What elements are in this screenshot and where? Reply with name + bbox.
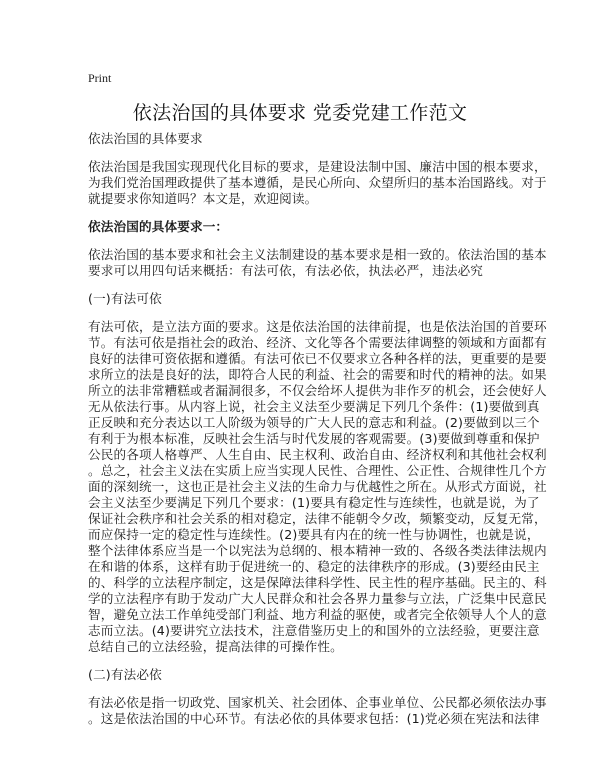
document-body: [88, 131, 547, 739]
part2-heading: [88, 667, 518, 683]
paragraph-line: 良好的法律可资依据和遵循。有法可依已不仅要求立各种各样的法，更重要的是要: [88, 351, 547, 366]
paragraph-line: 就提要求你知道吗？本文是，欢迎阅读。: [88, 191, 318, 206]
paragraph-line: 为我们党治国理政提供了基本遵循，是民心所向、众望所归的基本治国路线。对于: [88, 175, 547, 190]
paragraph-line: 整个法律体系应当是一个以宪法为总纲的、根本精神一致的、各级各类法律法规内: [88, 543, 547, 558]
paragraph-line: 在和谐的体系，这样有助于促进统一的、稳定的法律秩序的形成。(3)要经由民主: [88, 559, 540, 574]
paragraph-line: 总结自己的立法经验，提高法律的可操作性。: [88, 639, 343, 654]
intro-paragraph: [88, 159, 547, 207]
paragraph-line: 。总之，社会主义法在实质上应当实现人民性、合理性、公正性、合规律性几个方: [88, 463, 547, 478]
paragraph-line: 有法可依，是立法方面的要求。这是依法治国的法律前提，也是依法治国的首要环: [88, 319, 547, 334]
paragraph-line: 。这是依法治国的中心环节。有法必依的具体要求包括：(1)党必须在宪法和法律: [88, 711, 540, 726]
paragraph-line: 智，避免立法工作单纯受部门利益、地方利益的驱使，或者完全依领导人个人的意: [88, 607, 547, 622]
paragraph-line: 学的立法程序有助于发动广大人民群众和社会各界力量参与立法，广泛集中民意民: [88, 591, 547, 606]
subtitle-text: 依法治国的具体要求: [88, 131, 203, 146]
document-title: 依法治国的具体要求 党委党建工作范文: [132, 102, 468, 124]
section-heading-text: 依法治国的具体要求一：: [88, 219, 229, 234]
paragraph-line: 会主义法至少要满足下列几个要求：(1)要具有稳定性与连续性，也就是说，为了: [88, 495, 540, 510]
part-heading-text: (二)有法必依: [88, 667, 162, 682]
part2-paragraph: [88, 695, 547, 727]
document-subtitle: [88, 131, 518, 147]
paragraph-line: 求所立的法是良好的法，即符合人民的利益、社会的需要和时代的精神的法。如果: [88, 367, 547, 382]
paragraph-line: 志而立法。(4)要讲究立法技术，注意借鉴历史上的和国外的立法经验，更要注意: [88, 623, 540, 638]
part1-heading: [88, 291, 518, 307]
summary-paragraph: [88, 247, 547, 279]
paragraph-line: 公民的各项人格尊严、人生自由、民主权利、政治自由、经济权利和其他社会权利: [88, 447, 547, 462]
section-heading: [88, 219, 518, 235]
paragraph-line: 有利于为根本标准，反映社会生活与时代发展的客观需要。(3)要做到尊重和保护: [88, 431, 540, 446]
paragraph-line: 正反映和充分表达以工人阶级为领导的广大人民的意志和利益。(2)要做到以三个: [88, 415, 540, 430]
paragraph-line: 要求可以用四句话来概括：有法可依，有法必依，执法必严，违法必究: [88, 263, 484, 278]
paragraph-line: 所立的法非常糟糕或者漏洞很多，不仅会给坏人提供为非作歹的机会，还会使好人: [88, 383, 547, 398]
part1-paragraph: [88, 319, 547, 655]
paragraph-line: 无从依法行事。从内容上说，社会主义法至少要满足下列几个条件：(1)要做到真: [88, 399, 540, 414]
paragraph-line: 保证社会秩序和社会关系的相对稳定，法律不能朝令夕改，频繁变动，反复无常，: [88, 511, 547, 526]
paragraph-line: 的、科学的立法程序制定，这是保障法律科学性、民主性的程序基础。民主的、科: [88, 575, 547, 590]
paragraph-line: 有法必依是指一切政党、国家机关、社会团体、企事业单位、公民都必须依法办事: [88, 695, 547, 710]
paragraph-line: 依法治国是我国实现现代化目标的要求，是建设法制中国、廉洁中国的根本要求，: [88, 159, 547, 174]
paragraph-line: 面的深刻统一，这也正是社会主义法的生命力与优越性之所在。从形式方面说，社: [88, 479, 547, 494]
paragraph-line: 节。有法可依是指社会的政治、经济、文化等各个需要法律调整的领域和方面都有: [88, 335, 547, 350]
paragraph-line: 而应保持一定的稳定性与连续性。(2)要具有内在的统一性与协调性，也就是说，: [88, 527, 540, 542]
paragraph-line: 依法治国的基本要求和社会主义法制建设的基本要求是相一致的。依法治国的基本: [88, 247, 547, 262]
print-label: Print: [88, 71, 112, 85]
part-heading-text: (一)有法可依: [88, 291, 162, 306]
